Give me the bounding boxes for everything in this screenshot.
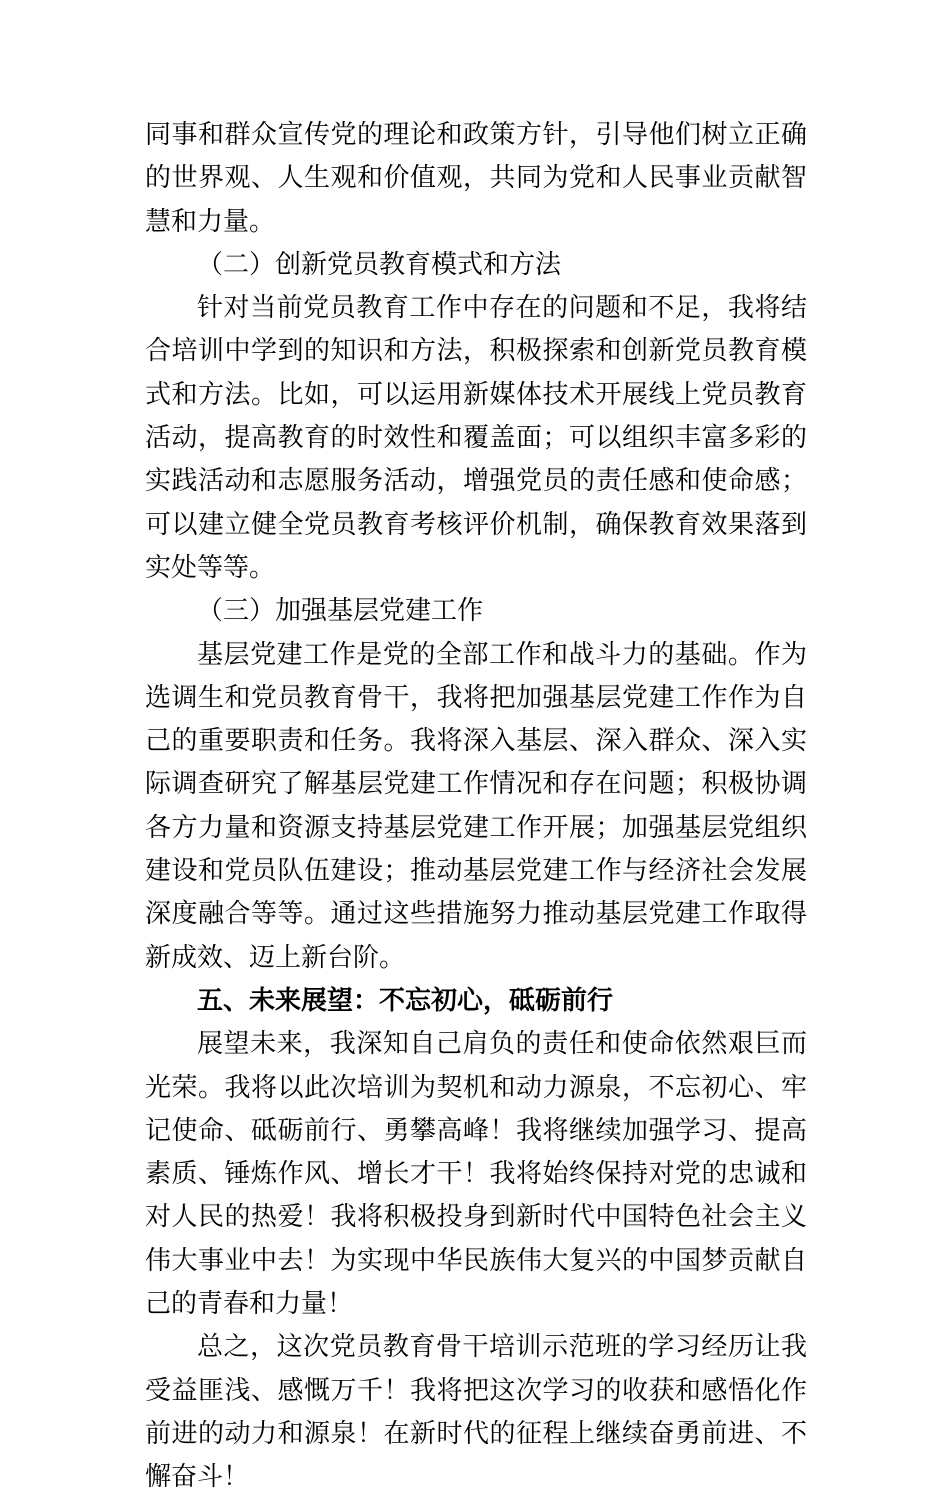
paragraph-innovate-education: 针对当前党员教育工作中存在的问题和不足，我将结合培训中学到的知识和方法，积极探索和创新党员教育模式和方法。比如，可以运用新媒体技术开展线上党员教育活动，提高教育的时效性和覆盖面；可以组织丰富多彩的实践活动和志愿服务活动，增强党员的责任感和使命感；可以建立健全党员教育考核评价机制，确保教育效果落到实处等等。 [145,293,807,583]
paragraph-future-outlook: 展望未来，我深知自己肩负的责任和使命依然艰巨而光荣。我将以此次培训为契机和动力源泉，不忘初心、牢记使命、砥砺前行、勇攀高峰！我将继续加强学习、提高素质、锤炼作风、增长才干！我将始终保持对党的忠诚和对人民的热爱！我将积极投身到新时代中国特色社会主义伟大事业中去！为实现中华民族伟大复兴的中国梦贡献自己的青春和力量！ [145,1029,807,1320]
paragraph-continuation: 同事和群众宣传党的理论和政策方针，引导他们树立正确的世界观、人生观和价值观，共同为党和人民事业贡献智慧和力量。 [145,120,807,237]
subheading-innovate-education: （二）创新党员教育模式和方法 [197,249,562,280]
document-body [145,114,807,1500]
section-heading-future-outlook: 五、未来展望：不忘初心，砥砺前行 [197,985,614,1016]
paragraph-conclusion: 总之，这次党员教育骨干培训示范班的学习经历让我受益匪浅、感慨万千！我将把这次学习的收获和感悟化作前进的动力和源泉！在新时代的征程上继续奋勇前进、不懈奋斗！ [145,1332,807,1493]
paragraph-grassroots-party: 基层党建工作是党的全部工作和战斗力的基础。作为选调生和党员教育骨干，我将把加强基层党建工作作为自己的重要职责和任务。我将深入基层、深入群众、深入实际调查研究了解基层党建工作情况和存在问题；积极协调各方力量和资源支持基层党建工作开展；加强基层党组织建设和党员队伍建设；推动基层党建工作与经济社会发展深度融合等等。通过这些措施努力推动基层党建工作取得新成效、迈上新台阶。 [145,639,807,973]
subheading-grassroots-party: （三）加强基层党建工作 [197,596,484,627]
